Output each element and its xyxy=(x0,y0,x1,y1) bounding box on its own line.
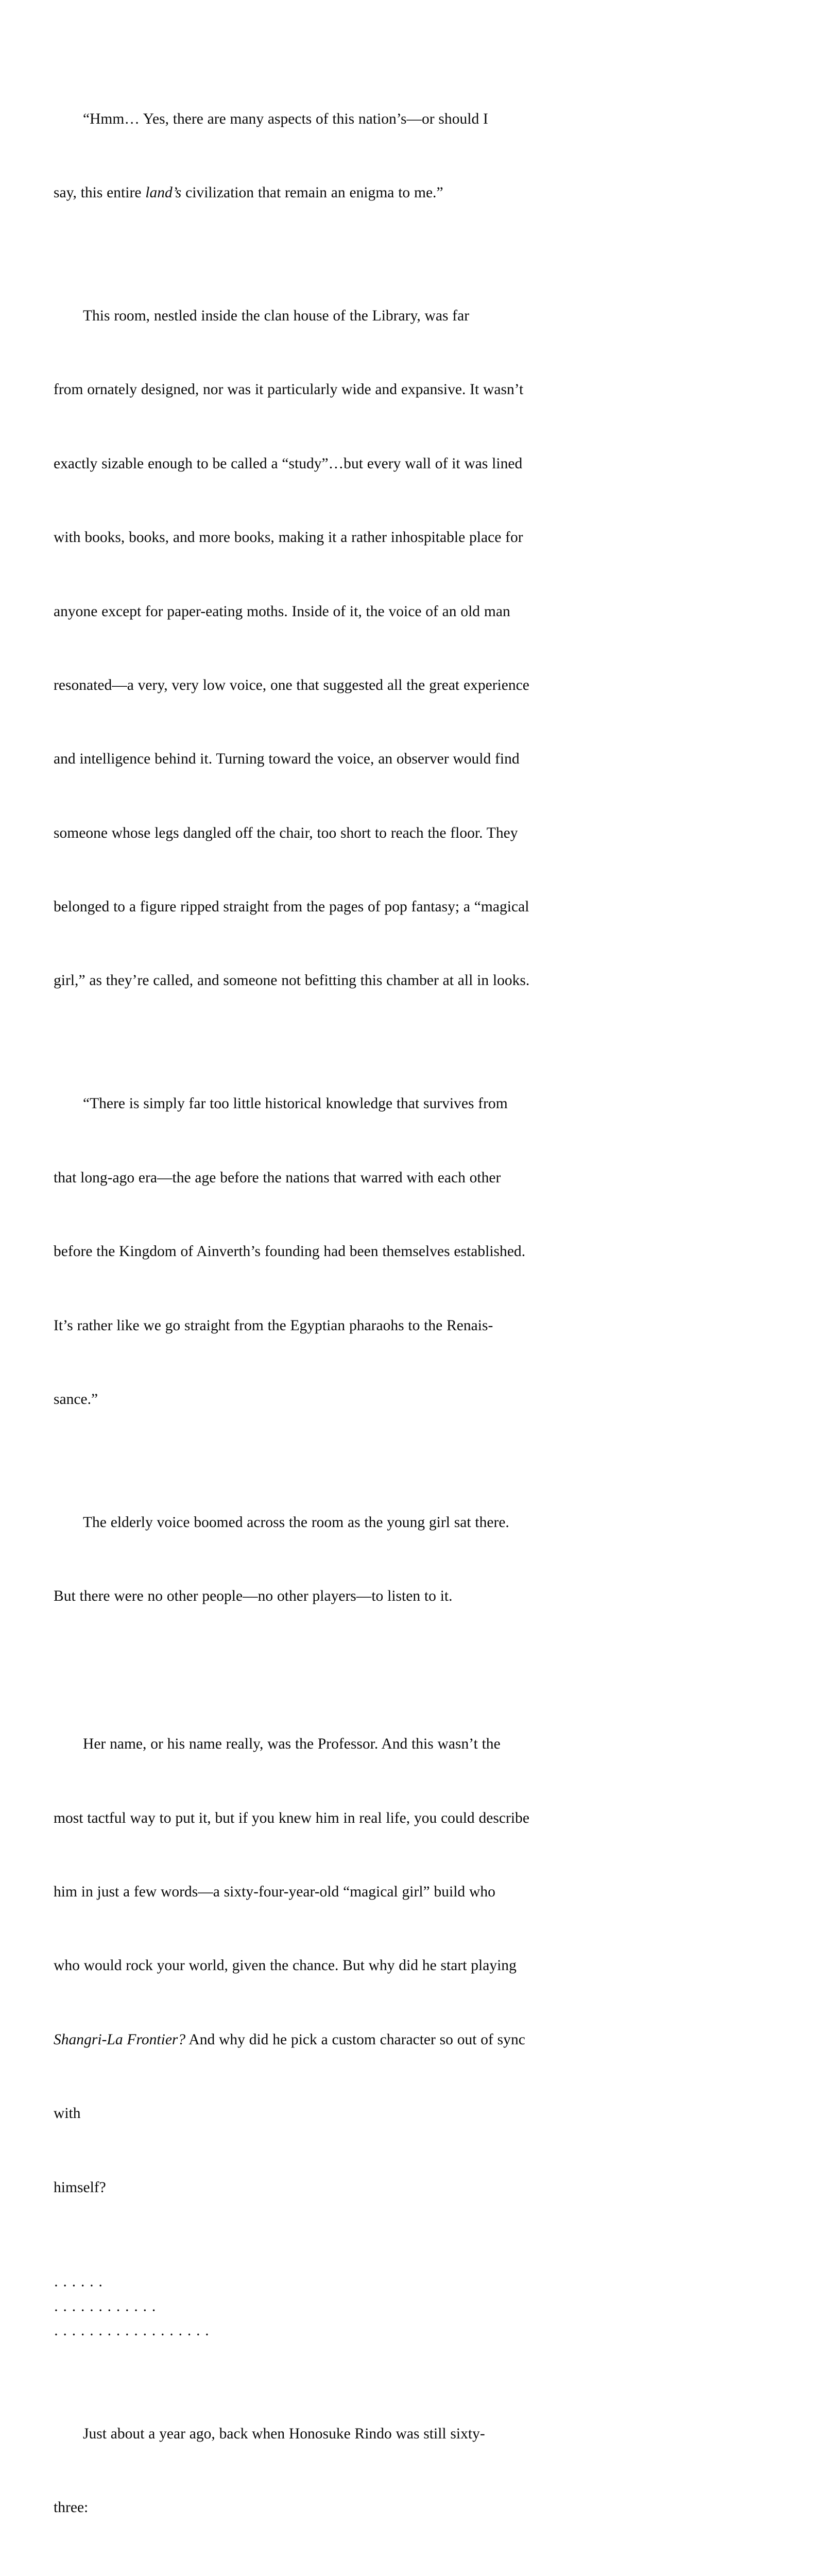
paragraph-historical-knowledge xyxy=(54,1043,707,1462)
paragraph-text: The elderly voice boomed across the room as the young girl sat there. xyxy=(83,1514,509,1531)
paragraph-line xyxy=(54,1092,707,1116)
paragraph-line: girl,” as they’re called, and someone not befitting this chamber at all in looks. xyxy=(54,972,530,989)
paragraph-line: anyone except for paper-eating moths. Inside of it, the voice of an old man xyxy=(54,603,510,620)
section-gap xyxy=(54,1658,707,1683)
paragraph-line xyxy=(54,107,707,132)
paragraph-text: Her name, or his name really, was the Professor. And this wasn’t the xyxy=(83,1736,501,1753)
paragraph-line: before the Kingdom of Ainverth’s founding had been themselves established. xyxy=(54,1243,526,1260)
paragraph-text: This room, nestled inside the clan house of the Library, was far xyxy=(83,307,470,324)
paragraph-professor-intro xyxy=(54,1683,707,2249)
paragraph-text: say, this entire xyxy=(54,184,146,201)
paragraph-line: and intelligence behind it. Turning toward the voice, an observer would find xyxy=(54,751,520,768)
paragraph-line: But there were no other people—no other players—to listen to it. xyxy=(54,1588,453,1605)
paragraph-line: someone whose legs dangled off the chair, too short to reach the floor. They xyxy=(54,824,518,841)
paragraph-line xyxy=(54,1732,707,1757)
paragraph-line: who would rock your world, given the chance. But why did he start playing xyxy=(54,1957,517,1974)
paragraph-line: himself? xyxy=(54,2179,106,2196)
paragraph-room-description xyxy=(54,255,707,1043)
paragraph-line xyxy=(54,1511,707,1535)
text-column xyxy=(54,58,707,2576)
paragraph-line: three: xyxy=(54,2499,89,2516)
paragraph-line: most tactful way to put it, but if you knew him in real life, you could describe xyxy=(54,1809,529,1826)
paragraph-line: resonated—a very, very low voice, one that suggested all the great experience xyxy=(54,676,529,693)
section-gap xyxy=(54,2348,707,2372)
paragraph-text: And why did he pick a custom character so out of sync xyxy=(185,2031,525,2048)
paragraph-line: belonged to a figure ripped straight from the pages of pop fantasy; a “magical xyxy=(54,899,529,916)
paragraph-text: “There is simply far too little historical knowledge that survives from xyxy=(83,1095,508,1112)
section-gap xyxy=(54,2249,707,2274)
paragraph-line: from ornately designed, nor was it particularly wide and expansive. It wasn’t xyxy=(54,381,524,398)
paragraph-line: him in just a few words—a sixty-four-year-old “magical girl” build who xyxy=(54,1883,495,1900)
ellipsis-block xyxy=(54,2274,707,2348)
ellipsis-line: · · · · · · · · · · · · xyxy=(54,2302,157,2319)
paragraph-line xyxy=(54,2028,707,2053)
paragraph-line: It’s rather like we go straight from the Egyptian pharaohs to the Renais- xyxy=(54,1317,493,1334)
paragraph-text: “Hmm… Yes, there are many aspects of this nation’s—or should I xyxy=(83,110,488,127)
paragraph-line: sance.” xyxy=(54,1391,98,1408)
paragraph-line xyxy=(54,2422,707,2447)
paragraph-line xyxy=(54,304,707,329)
paragraph-line: with xyxy=(54,2105,81,2122)
paragraph-line: that long-ago era—the age before the nations that warred with each other xyxy=(54,1169,501,1186)
game-title-italic: Shangri-La Frontier? xyxy=(54,2031,186,2048)
paragraph-elderly-voice xyxy=(54,1461,707,1658)
paragraph-line xyxy=(54,181,707,206)
emphasis-italic: land’s xyxy=(145,184,182,201)
paragraph-text: civilization that remain an enigma to me.” xyxy=(181,184,443,201)
paragraph-year-ago xyxy=(54,2372,707,2569)
paragraph-text: Just about a year ago, back when Honosuke Rindo was still sixty- xyxy=(83,2425,485,2442)
ellipsis-line: · · · · · · · · · · · · · · · · · · xyxy=(54,2327,210,2344)
paragraph-wife-quote xyxy=(54,2569,707,2576)
paragraph-opening-dialogue xyxy=(54,58,707,255)
ellipsis-line: · · · · · · xyxy=(54,2277,104,2294)
paragraph-line: exactly sizable enough to be called a “study”…but every wall of it was lined xyxy=(54,455,523,472)
paragraph-line: with books, books, and more books, making it a rather inhospitable place for xyxy=(54,529,523,546)
